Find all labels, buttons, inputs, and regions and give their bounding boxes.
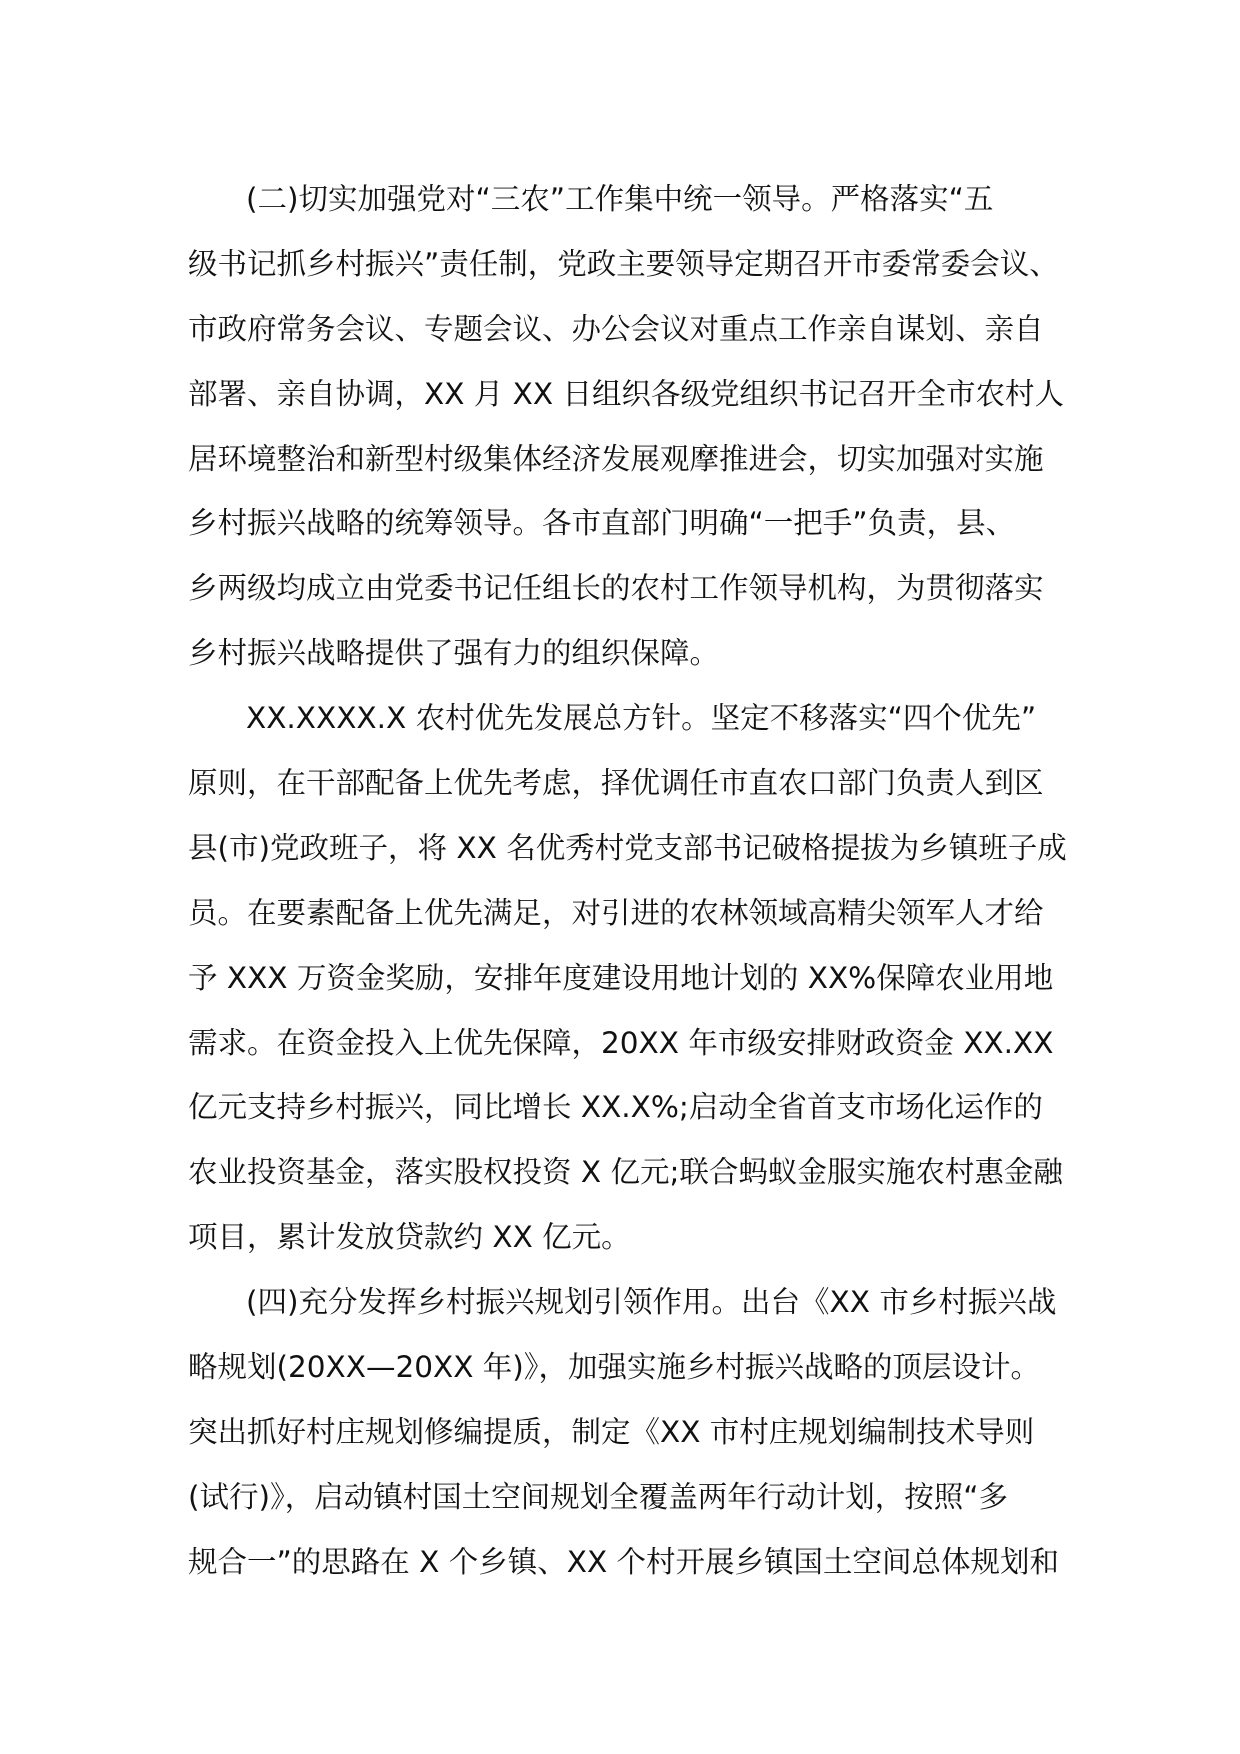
paragraph-rural-priority (188, 686, 1068, 1270)
text-line: 级书记抓乡村振兴”责任制，党政主要领导定期召开市委常委会议、 (188, 246, 1059, 281)
text-line: 项目，累计发放贷款约 XX 亿元。 (188, 1220, 631, 1255)
paragraph-party-leadership (188, 167, 1068, 686)
body-text (188, 167, 1068, 1595)
text-line: 员。在要素配备上优先满足，对引进的农林领域高精尖领军人才给 (188, 895, 1044, 930)
text-line: 居环境整治和新型村级集体经济发展观摩推进会，切实加强对实施 (188, 441, 1044, 476)
text-line: (试行)》，启动镇村国土空间规划全覆盖两年行动计划，按照“多 (188, 1479, 1009, 1514)
text-line: 需求。在资金投入上优先保障，20XX 年市级安排财政资金 XX.XX (188, 1025, 1054, 1060)
text-line: 乡村振兴战略提供了强有力的组织保障。 (188, 636, 720, 671)
text-line: (四)充分发挥乡村振兴规划引领作用。出台《XX 市乡村振兴战 (246, 1285, 1057, 1320)
text-line: 县(市)党政班子，将 XX 名优秀村党支部书记破格提拔为乡镇班子成 (188, 830, 1067, 865)
text-line: 乡村振兴战略的统筹领导。各市直部门明确“一把手”负责，县、 (188, 506, 1016, 541)
text-line: 予 XXX 万资金奖励，安排年度建设用地计划的 XX%保障农业用地 (188, 960, 1054, 995)
text-line: 部署、亲自协调，XX 月 XX 日组织各级党组织书记召开全市农村人 (188, 376, 1064, 411)
text-line: 乡两级均成立由党委书记任组长的农村工作领导机构，为贯彻落实 (188, 571, 1044, 606)
text-line: 亿元支持乡村振兴，同比增长 XX.X%;启动全省首支市场化运作的 (188, 1090, 1043, 1125)
text-line: XX.XXXX.X 农村优先发展总方针。坚定不移落实“四个优先” (246, 701, 1037, 736)
text-line: 农业投资基金，落实股权投资 X 亿元;联合蚂蚁金服实施农村惠金融 (188, 1155, 1063, 1190)
paragraph-planning (188, 1270, 1068, 1594)
text-line: (二)切实加强党对“三农”工作集中统一领导。严格落实“五 (246, 182, 994, 216)
text-line: 略规划(20XX—20XX 年)》，加强实施乡村振兴战略的顶层设计。 (188, 1350, 1041, 1385)
text-line: 市政府常务会议、专题会议、办公会议对重点工作亲自谋划、亲自 (188, 311, 1044, 346)
text-line: 突出抓好村庄规划修编提质，制定《XX 市村庄规划编制技术导则 (188, 1414, 1035, 1449)
text-line: 原则，在干部配备上优先考虑，择优调任市直农口部门负责人到区 (188, 766, 1044, 801)
text-line: 规合一”的思路在 X 个乡镇、XX 个村开展乡镇国土空间总体规划和 (188, 1544, 1060, 1579)
